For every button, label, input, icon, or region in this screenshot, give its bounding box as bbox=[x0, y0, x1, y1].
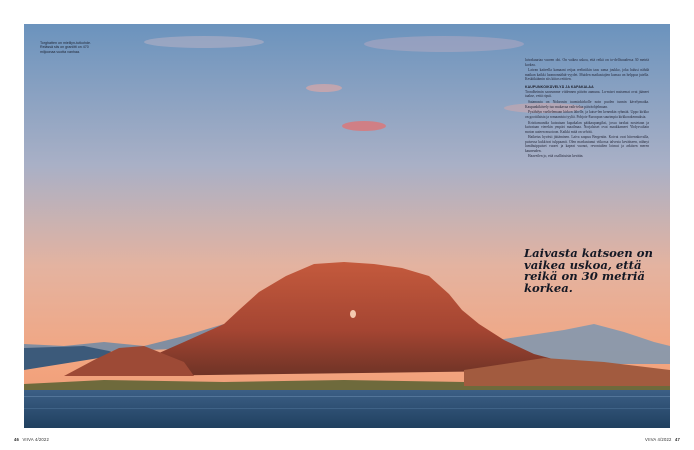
article-paragraph: Haiketus hyvästi jättäminen. Laiva saapuu Bergeniin. Kotvat ovat hitrennkovalla, puisessa kukkivat tulppaanit. Olen markustanut viikossa talvesta kevääseen, nähnyt lumihuippuiset vuoret ja kapeat vuonot, revontulten loimut ja arktisen meren kauneuden. bbox=[525, 135, 649, 153]
article-paragraph: Pysähdyn vaeltelemaan kirkon lähelle, ja katse-len kenenkin ryhmää. Uppo kirkko on goottilaista ja romaanista tyyliä. Pohjois-Euroopan suurimpia kirkkorakennuksia. bbox=[525, 110, 649, 119]
folio-left bbox=[12, 437, 49, 442]
article-subheading: KAUPUNKOIKÄVELYÄ JA KAPAKALAA bbox=[525, 84, 594, 89]
article-paragraph: Laivan kaiteella kamaani reijaa reeliniikin taas sama joukko, joka halusi nähdä matkan kaikki luonnonnähtä-vyydet. Muiden matkustajien kanssa on helppoa jutella. Keskitkäämin siis kiitos reittien. bbox=[525, 68, 649, 82]
article-column bbox=[525, 58, 649, 160]
article-paragraph: Kristiansundia kutsutaan kapakalan pääkaupungiksi, jossa turskat nostetaan ja kuivataan vierekin ympäri maailmaa. Norjalaiset ovat maukkameet Yhdysvaltain moton uuteen muotoon. Kaikki mitä on selvää. bbox=[525, 120, 649, 134]
article-paragraph: Satamasta on Nidarosin tuomiokirkolle noin puolen tunnin kävelymatka. Kaupunkikävely tuo mukavaa vaih-telua päiväohjelmaan. bbox=[525, 100, 649, 109]
pull-quote: Laivasta katsoen on vaikea uskoa, että reikä on 30 metriä korkea. bbox=[524, 246, 653, 295]
photo-caption: Torghatten on mielilyn-tutkohde. Reiässä siis on graniitti on 470 miljoonaa vuotta vanhaa. bbox=[40, 41, 91, 54]
page-number-left: 46 bbox=[14, 437, 20, 442]
magazine-issue-right: VIIVA 4/2022 bbox=[645, 437, 672, 442]
article-paragraph: Trondheimin saavumme viidennen päivän aamuna. Lu-miset maisemat ovat jääneet taakse, vettä ripsii. bbox=[525, 89, 649, 99]
article-paragraph: laivakuurtaa vuoren ohi. On vaikea uskoa, että reikä on to-dellisuudessa 30 metriä korkea. bbox=[525, 58, 649, 67]
folio-right bbox=[645, 437, 682, 442]
magazine-issue-left: VIIVA 4/2022 bbox=[22, 437, 49, 442]
article-paragraph: Haaveilen jo, että osallistuisin kevään. bbox=[528, 154, 584, 159]
page-number-right: 47 bbox=[674, 437, 680, 442]
